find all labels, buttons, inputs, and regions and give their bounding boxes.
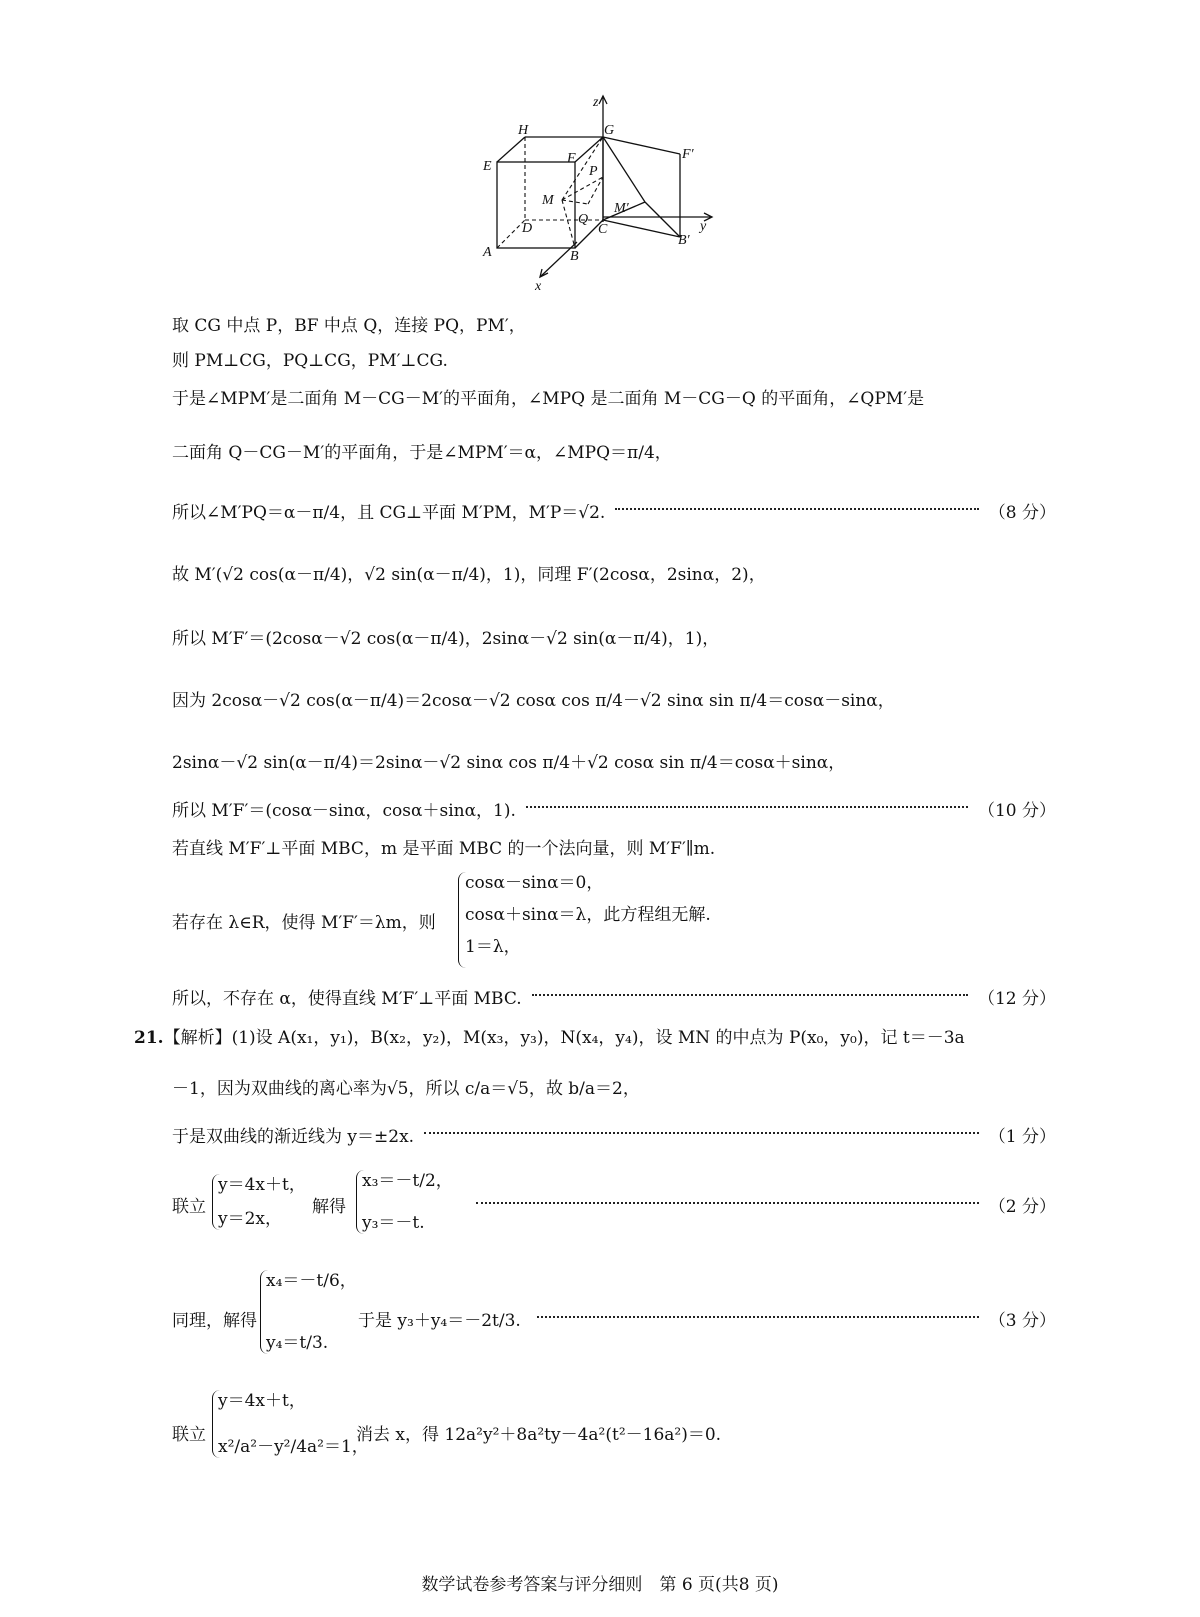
leader-dots	[476, 1202, 979, 1204]
leader-dots	[526, 806, 968, 808]
text-line: 21. 【解析】(1)设 A(x₁，y₁)，B(x₂，y₂)，M(x₃，y₃)，N(x₄，y₄)，设 MN 的中点为 P(x₀，y₀)，记 t＝－3a	[134, 1028, 965, 1048]
text-line: 2sinα－√2 sin(α－π/4)＝2sinα－√2 sinα cos π/4＋√2 cosα sin π/4＝cosα＋sinα，	[172, 753, 846, 773]
text-line-scored: 所以 M′F′＝(cosα－sinα，cosα＋sinα，1). （10 分）	[172, 801, 1056, 821]
question-number: 21.	[134, 1028, 164, 1048]
text-line: 则 PM⊥CG，PQ⊥CG，PM′⊥CG.	[172, 351, 448, 371]
score-label: （2 分）	[988, 1197, 1056, 1217]
label-G: G	[604, 123, 615, 138]
leader-dots	[537, 1316, 979, 1318]
text-line: －1，因为双曲线的离心率为√5，所以 c/a＝√5，故 b/a＝2，	[172, 1079, 640, 1099]
text-line: 故 M′(√2 cos(α－π/4)，√2 sin(α－π/4)，1)，同理 F′(2cosα，2sinα，2)，	[172, 565, 766, 585]
equation-system	[212, 1390, 369, 1458]
label-P: P	[589, 164, 598, 179]
equation: cosα－sinα＝0，	[465, 873, 604, 893]
score-label: （3 分）	[988, 1311, 1056, 1331]
text-line: 于是∠MPM′是二面角 M－CG－M′的平面角，∠MPQ 是二面角 M－CG－Q 的平面角，∠QPM′是	[172, 389, 925, 409]
label-B: B	[570, 249, 579, 264]
solve-label: 解得	[312, 1197, 346, 1217]
label-y: y	[700, 219, 707, 234]
label-E: E	[483, 159, 492, 174]
equation: x²/a²－y²/4a²＝1，	[218, 1437, 369, 1457]
label-F-prime: F′	[682, 147, 694, 162]
text-line: 因为 2cosα－√2 cos(α－π/4)＝2cosα－√2 cosα cos π/4－√2 sinα sin π/4＝cosα－sinα，	[172, 691, 895, 711]
equation-system	[212, 1174, 306, 1230]
label-D: D	[522, 221, 533, 236]
label-C: C	[598, 222, 608, 237]
score-label: （1 分）	[988, 1127, 1056, 1147]
equation-system	[260, 1270, 357, 1354]
equation: x₄＝－t/6，	[266, 1271, 357, 1291]
leader-dots	[424, 1132, 979, 1134]
sum-expression: 于是 y₃＋y₄＝－2t/3.	[358, 1311, 521, 1331]
score-label: （12 分）	[977, 989, 1056, 1009]
label-H: H	[518, 123, 529, 138]
text-line-scored: 联立 （2 分）	[172, 1197, 1056, 1217]
equation: y₄＝t/3.	[266, 1333, 329, 1353]
label-B-prime: B′	[678, 233, 690, 248]
label-M: M	[542, 193, 554, 208]
text-line: 若存在 λ∈R，使得 M′F′＝λm，则	[172, 913, 436, 933]
leader-dots	[532, 994, 968, 996]
page-footer: 数学试卷参考答案与评分细则 第 6 页(共8 页)	[421, 1575, 779, 1595]
equation: y₃＝－t.	[362, 1213, 425, 1233]
text-line-scored: 所以，不存在 α，使得直线 M′F′⊥平面 MBC. （12 分）	[172, 989, 1056, 1009]
label-x: x	[535, 279, 542, 292]
leader-dots	[615, 508, 978, 510]
equation-system	[458, 872, 711, 968]
text-line: 取 CG 中点 P，BF 中点 Q，连接 PQ，PM′，	[172, 316, 526, 336]
geometry-figure	[480, 92, 720, 296]
text-line: 所以 M′F′＝(2cosα－√2 cos(α－π/4)，2sinα－√2 sin(α－π/4)，1)，	[172, 629, 720, 649]
equation-system	[356, 1170, 453, 1234]
label-M-prime: M′	[614, 201, 629, 216]
equation: cosα＋sinα＝λ，此方程组无解.	[465, 905, 711, 925]
text-line: 若直线 M′F′⊥平面 MBC，m 是平面 MBC 的一个法向量，则 M′F′∥m.	[172, 839, 716, 859]
label-z: z	[593, 95, 599, 110]
equation: y＝4x＋t，	[218, 1175, 306, 1195]
text-line-scored: 所以∠M′PQ＝α－π/4，且 CG⊥平面 M′PM，M′P＝√2. （8 分）	[172, 503, 1056, 523]
label-Q: Q	[578, 212, 589, 227]
score-label: （10 分）	[977, 801, 1056, 821]
equation: y＝4x＋t，	[218, 1391, 306, 1411]
equation: x₃＝－t/2，	[362, 1171, 453, 1191]
text-line-scored: 同理，解得 （3 分）	[172, 1311, 1056, 1331]
equation: 1＝λ，	[465, 937, 521, 957]
equation: y＝2x，	[218, 1209, 283, 1229]
label-A: A	[483, 245, 492, 260]
eliminate-expression: 消去 x，得 12a²y²＋8a²ty－4a²(t²－16a²)＝0.	[356, 1425, 722, 1445]
text-line: 联立	[172, 1425, 206, 1445]
label-F: F	[567, 151, 576, 166]
cube-diagram	[480, 92, 720, 292]
text-line: 二面角 Q－CG－M′的平面角，于是∠MPM′＝α，∠MPQ＝π/4，	[172, 443, 672, 463]
score-label: （8 分）	[988, 503, 1056, 523]
text-line-scored: 于是双曲线的渐近线为 y＝±2x. （1 分）	[172, 1127, 1056, 1147]
